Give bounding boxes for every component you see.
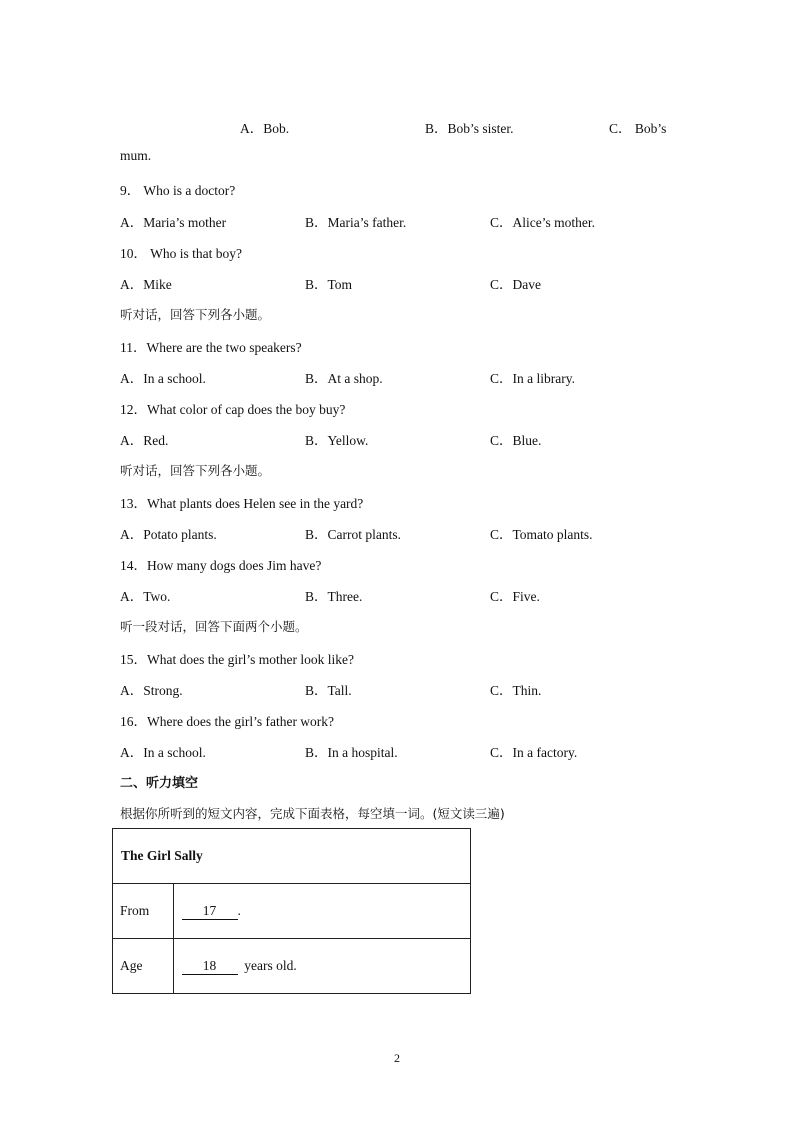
q9-option-c: C．Alice’s mother. [490, 215, 595, 230]
q14-question: 14．How many dogs does Jim have? [120, 558, 322, 573]
q16-question: 16．Where does the girl’s father work? [120, 714, 335, 729]
q11-question: 11．Where are the two speakers? [120, 340, 302, 355]
fill-in-table [112, 828, 471, 994]
row-label-age: Age [113, 939, 174, 994]
instruction-1: 听对话，回答下列各小题。 [120, 307, 271, 322]
row-value-from [173, 884, 470, 939]
q8-option-b: B．Bob’s sister. [425, 121, 514, 136]
q12-option-b: B．Yellow. [305, 433, 369, 448]
instruction-2: 听对话，回答下列各小题。 [120, 463, 271, 478]
q13-option-a: A．Potato plants. [120, 527, 217, 542]
q12-option-a: A．Red. [120, 433, 169, 448]
q15-question: 15．What does the girl’s mother look like? [120, 652, 354, 667]
section-instruction: 根据你所听到的短文内容，完成下面表格，每空填一词。(短文读三遍) [120, 806, 505, 821]
row-label-from: From [113, 884, 174, 939]
row-suffix-age: years old. [244, 957, 297, 973]
q8-option-c: C． Bob’s [609, 121, 667, 136]
q13-question: 13．What plants does Helen see in the yard? [120, 496, 364, 511]
row-suffix-from: . [237, 902, 241, 918]
page-number: 2 [394, 1051, 400, 1065]
table-title: The Girl Sally [113, 829, 471, 884]
blank-17[interactable]: 17 [182, 903, 238, 920]
q11-option-c: C．In a library. [490, 371, 575, 386]
q12-option-c: C．Blue. [490, 433, 542, 448]
q13-option-b: B．Carrot plants. [305, 527, 401, 542]
q9-question: 9． Who is a doctor? [120, 183, 236, 198]
q15-option-a: A．Strong. [120, 683, 183, 698]
blank-18[interactable]: 18 [182, 958, 238, 975]
q9-option-b: B．Maria’s father. [305, 215, 407, 230]
q12-question: 12．What color of cap does the boy buy? [120, 402, 346, 417]
q14-option-a: A．Two. [120, 589, 171, 604]
section-heading: 二、听力填空 [120, 776, 199, 791]
q16-option-c: C．In a factory. [490, 745, 578, 760]
table-row [113, 884, 471, 939]
q11-option-a: A．In a school. [120, 371, 206, 386]
q11-option-b: B．At a shop. [305, 371, 383, 386]
q14-option-c: C．Five. [490, 589, 540, 604]
table-row [113, 939, 471, 994]
q14-option-b: B．Three. [305, 589, 363, 604]
q13-option-c: C．Tomato plants. [490, 527, 593, 542]
q10-option-b: B．Tom [305, 277, 353, 292]
q10-question: 10． Who is that boy? [120, 246, 242, 261]
q16-option-a: A．In a school. [120, 745, 206, 760]
q16-option-b: B．In a hospital. [305, 745, 398, 760]
q15-option-b: B．Tall. [305, 683, 352, 698]
q9-option-a: A．Maria’s mother [120, 215, 227, 230]
q10-option-a: A．Mike [120, 277, 172, 292]
instruction-3: 听一段对话，回答下面两个小题。 [120, 619, 308, 634]
q8-option-c-wrap: mum. [120, 148, 152, 163]
q15-option-c: C．Thin. [490, 683, 542, 698]
q10-option-c: C．Dave [490, 277, 541, 292]
q8-option-a: A．Bob. [240, 121, 290, 136]
table-title-row [113, 829, 471, 884]
row-value-age [173, 939, 470, 994]
